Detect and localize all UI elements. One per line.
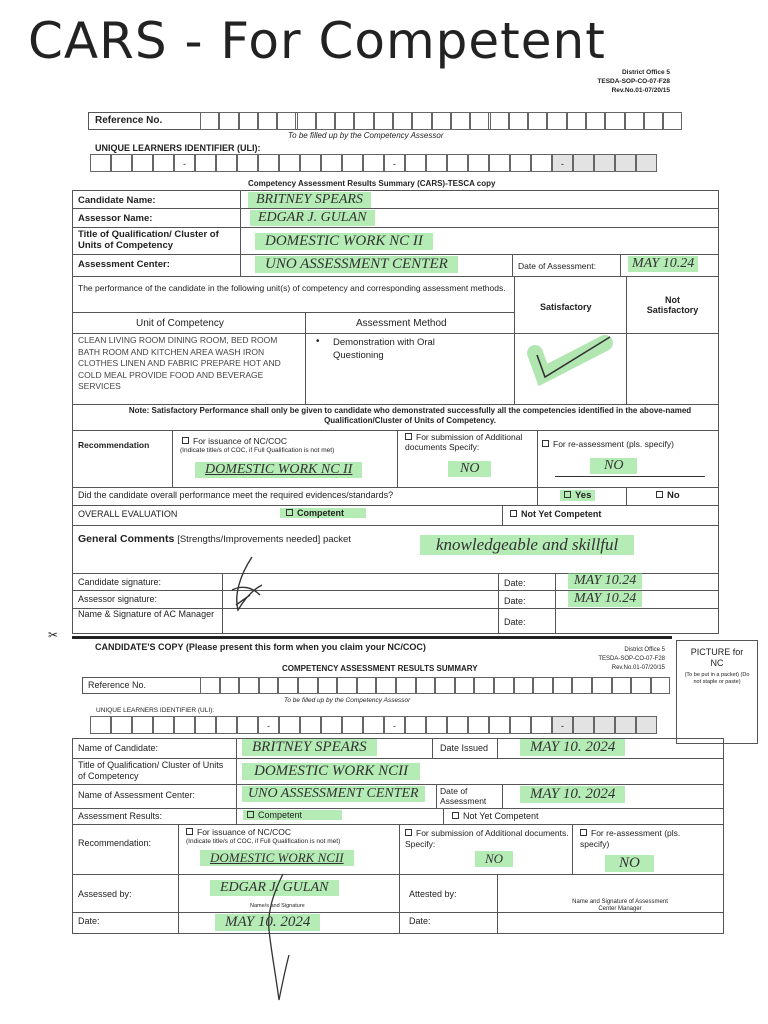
reference-cell xyxy=(509,112,528,130)
reference-cell xyxy=(258,112,277,130)
uli-cell xyxy=(153,154,174,172)
uli-cell xyxy=(132,154,153,172)
reference-cell xyxy=(432,112,451,130)
bottom-rev: Rev.No.01-07/20/15 xyxy=(611,665,665,671)
bottom-uli-cell xyxy=(321,716,342,734)
uli-cell xyxy=(195,154,216,172)
picture-sub: (To be put in a packet) (Do not staple or paste) xyxy=(684,672,750,685)
bottom-reference-cell xyxy=(357,677,377,694)
candidate-copy-label: CANDIDATE'S COPY (Please present this form when you claim your NC/COC) xyxy=(95,642,426,652)
rec-issuance-text: For issuance of NC/COC xyxy=(193,436,287,446)
bottom-uli-cell xyxy=(426,716,447,734)
bottom-reference-cell xyxy=(337,677,357,694)
bottom-uli-cell xyxy=(216,716,237,734)
assessment-results-label: Assessment Results: xyxy=(78,811,163,821)
bottom-uli-cell xyxy=(531,716,552,734)
reference-cell xyxy=(297,112,316,130)
overall-evaluation-label: OVERALL EVALUATION xyxy=(78,509,178,519)
bottom-not-competent-checkbox[interactable] xyxy=(452,812,459,819)
assessed-by-label: Assessed by: xyxy=(78,889,132,899)
uli-cell xyxy=(90,154,111,172)
bottom-reference-cell xyxy=(631,677,651,694)
filled-by-text: To be filled up by the Competency Assessor xyxy=(288,131,444,140)
qualification-label: Title of Qualification/ Cluster of Units of Competency xyxy=(78,229,219,251)
bottom-reference-cell xyxy=(200,677,220,694)
bottom-recommendation-label: Recommendation: xyxy=(78,838,152,848)
reference-cell xyxy=(393,112,412,130)
no-text: No xyxy=(667,490,680,501)
reference-cell xyxy=(605,112,624,130)
uli-cell xyxy=(216,154,237,172)
bottom-uli-cell xyxy=(153,716,174,734)
rec-submission-text: For submission of Additional documents Specify: xyxy=(405,432,523,452)
cut-line xyxy=(72,636,672,639)
bottom-competent-option xyxy=(243,810,342,820)
reference-cell xyxy=(277,112,296,130)
uoc-text: CLEAN LIVING ROOM DINING ROOM, BED ROOM BATH ROOM AND KITCHEN AREA WASH IRON CLOTHES LINEN AND FABRIC PREPARE HOT AND COLD MEAL PROVIDE FOOD AND BEVERAGE SERVICES xyxy=(78,335,281,391)
date-label-1: Date: xyxy=(504,578,526,588)
bottom-reference-cell xyxy=(612,677,632,694)
bottom-uli-cell xyxy=(615,716,636,734)
rec-issuance-sub: (Indicate title/s of COC, if Full Qualification is not met) xyxy=(180,447,335,454)
candidate-name-value: BRITNEY SPEARS xyxy=(248,192,371,208)
uli-cell xyxy=(258,154,279,172)
uli-cell xyxy=(489,154,510,172)
bottom-not-competent-option xyxy=(452,811,539,821)
bottom-uli-cell: - xyxy=(552,716,573,734)
reference-cell xyxy=(567,112,586,130)
uli-cell xyxy=(447,154,468,172)
bottom-reference-cell xyxy=(455,677,475,694)
bottom-date-label: Date: xyxy=(78,916,100,926)
uli-cell xyxy=(363,154,384,172)
overall-question: Did the candidate overall performance meet the required evidences/standards? xyxy=(78,490,394,500)
yes-option xyxy=(560,490,595,501)
candidate-name-label: Candidate Name: xyxy=(78,195,156,206)
no-checkbox[interactable] xyxy=(656,491,663,498)
date-label-3: Date: xyxy=(504,617,526,627)
bottom-uli-cell xyxy=(132,716,153,734)
rec-reassess-option xyxy=(542,439,674,449)
rec-reassess-checkbox[interactable] xyxy=(542,440,549,447)
bottom-rec-issuance-value: DOMESTIC WORK NCII xyxy=(200,850,354,866)
scissors-icon: ✂ xyxy=(48,628,59,642)
bottom-reference-cell xyxy=(259,677,279,694)
bottom-reference-cell xyxy=(474,677,494,694)
bottom-rec-reassess-checkbox[interactable] xyxy=(580,829,587,836)
rev-text: Rev.No.01-07/20/15 xyxy=(611,87,670,94)
general-comments-sub: [Strengths/Improvements needed] packet xyxy=(177,534,351,545)
bottom-reference-cell xyxy=(592,677,612,694)
not-competent-checkbox[interactable] xyxy=(510,510,517,517)
bottom-rec-issuance-sub: (Indicate title/s of COC, if Full Qualification is not met) xyxy=(186,838,341,845)
candidate-signature-label: Candidate signature: xyxy=(78,577,162,587)
bottom-uli-cell xyxy=(111,716,132,734)
bottom-competent-text: Competent xyxy=(258,810,303,820)
reference-label: Reference No. xyxy=(95,115,163,126)
bottom-reference-cell xyxy=(494,677,514,694)
bottom-reference-cell xyxy=(651,677,671,694)
reference-cell xyxy=(625,112,644,130)
bottom-uli-cell xyxy=(573,716,594,734)
summary-title: Competency Assessment Results Summary (CARS)-TESCA copy xyxy=(248,179,496,188)
date-issued-label: Date Issued xyxy=(440,743,489,753)
uli-label: UNIQUE LEARNERS IDENTIFIER (ULI): xyxy=(95,143,261,153)
date-of-assessment-value: MAY 10.24 xyxy=(628,256,698,272)
general-comments-label xyxy=(78,533,351,545)
uli-cell xyxy=(615,154,636,172)
rec-issuance-checkbox[interactable] xyxy=(182,437,189,444)
bottom-reference-cell xyxy=(376,677,396,694)
bottom-uli-cell xyxy=(447,716,468,734)
bottom-rec-issuance-option xyxy=(186,827,291,837)
bottom-reference-cell xyxy=(239,677,259,694)
uli-cell xyxy=(405,154,426,172)
bottom-date-assess-value: MAY 10. 2024 xyxy=(520,786,625,803)
yes-checkbox[interactable] xyxy=(564,491,571,498)
reference-cell xyxy=(547,112,566,130)
uli-cell xyxy=(636,154,657,172)
bottom-code: TESDA-SOP-CO-07-F28 xyxy=(598,656,665,662)
bottom-uli-cell xyxy=(405,716,426,734)
not-competent-text: Not Yet Competent xyxy=(521,509,602,519)
bottom-uli-cell xyxy=(594,716,615,734)
candidate-date-value: MAY 10.24 xyxy=(568,573,642,589)
bottom-rec-issuance-checkbox[interactable] xyxy=(186,828,193,835)
attested-by-label: Attested by: xyxy=(409,889,457,899)
bottom-date-assess-label: Date of Assessment xyxy=(440,786,487,806)
method-bullet: • xyxy=(316,336,320,347)
competent-checkbox[interactable] xyxy=(286,509,293,516)
reference-cell xyxy=(200,112,219,130)
rec-reassess-text: For re-assessment (pls. specify) xyxy=(553,439,674,449)
bottom-name-label: Name of Candidate: xyxy=(78,743,159,753)
reference-cell xyxy=(663,112,682,130)
reference-cell xyxy=(316,112,335,130)
bottom-competent-checkbox[interactable] xyxy=(247,811,254,818)
not-competent-option xyxy=(510,509,601,519)
assessed-by-value: EDGAR J. GULAN xyxy=(210,880,339,896)
bottom-rec-reassess-option xyxy=(580,828,700,850)
reference-cell xyxy=(451,112,470,130)
bottom-title: COMPETENCY ASSESSMENT RESULTS SUMMARY xyxy=(282,664,478,673)
uli-cell xyxy=(510,154,531,172)
date-label-2: Date: xyxy=(504,596,526,606)
bottom-uli-cell xyxy=(279,716,300,734)
not-satisfactory-header: Not Satisfactory xyxy=(646,295,699,315)
uli-cell xyxy=(321,154,342,172)
uli-cell xyxy=(594,154,615,172)
bottom-qual-label: Title of Qualification/ Cluster of Units of Competency xyxy=(78,760,224,781)
bottom-uli-cell: - xyxy=(384,716,405,734)
picture-box xyxy=(676,640,758,744)
general-comments-title: General Comments xyxy=(78,533,175,545)
bottom-uli-cell: - xyxy=(258,716,279,734)
code-text: TESDA-SOP-CO-07-F28 xyxy=(597,78,670,85)
bottom-uli-cell xyxy=(300,716,321,734)
bottom-rec-submission-checkbox[interactable] xyxy=(405,829,412,836)
bottom-uli-cell xyxy=(363,716,384,734)
bottom-reference-cell xyxy=(298,677,318,694)
bottom-uli-cell xyxy=(174,716,195,734)
rec-issuance-value: DOMESTIC WORK NC II xyxy=(195,462,362,478)
uli-cell xyxy=(111,154,132,172)
bottom-name-value: BRITNEY SPEARS xyxy=(242,739,377,756)
bottom-reference-cell xyxy=(514,677,534,694)
name-signature-caption: Name/s and Signature xyxy=(250,903,305,909)
uli-cell xyxy=(342,154,363,172)
reference-cell xyxy=(644,112,663,130)
rec-submission-option xyxy=(405,432,535,452)
handwritten-title: CARS - For Competent xyxy=(28,12,606,70)
bottom-form-code xyxy=(570,646,665,673)
bottom-reference-cell xyxy=(572,677,592,694)
rec-submission-checkbox[interactable] xyxy=(405,433,412,440)
note-text: Note: Satisfactory Performance shall only be given to candidate who demonstrated successfully all the competencies identified in the above-named Qualification/Cluster of Units of Competency. xyxy=(128,406,692,425)
reference-cell xyxy=(335,112,354,130)
bottom-reference-cell xyxy=(416,677,436,694)
bottom-filled-by: To be filled up by the Competency Assessor xyxy=(284,697,411,704)
bottom-rec-submission-value: NO xyxy=(475,851,513,867)
bottom-date-value: MAY 10. 2024 xyxy=(215,914,320,931)
recommendation-label: Recommendation xyxy=(78,440,150,450)
assessor-date-value: MAY 10.24 xyxy=(568,591,642,607)
bottom-reference-cell xyxy=(278,677,298,694)
bottom-uli-label: UNIQUE LEARNERS IDENTIFIER (ULI): xyxy=(96,707,215,714)
assessment-center-value: UNO ASSESSMENT CENTER xyxy=(255,256,458,273)
bottom-reference-cell xyxy=(435,677,455,694)
bottom-uli-cell xyxy=(489,716,510,734)
uoc-header: Unit of Competency xyxy=(136,318,224,329)
assessor-name-value: EDGAR J. GULAN xyxy=(250,210,375,226)
bottom-reference-cell xyxy=(553,677,573,694)
bottom-rec-reassess-value: NO xyxy=(605,855,654,872)
assessor-name-label: Assessor Name: xyxy=(78,213,153,224)
no-option xyxy=(656,490,680,501)
handwritten-signature xyxy=(222,555,272,615)
uli-cell xyxy=(531,154,552,172)
rec-submission-value: NO xyxy=(448,461,491,477)
reference-cell xyxy=(354,112,373,130)
assessment-center-label: Assessment Center: xyxy=(78,259,170,270)
reference-cell xyxy=(412,112,431,130)
bottom-reference-cell xyxy=(396,677,416,694)
bottom-uli-cell xyxy=(468,716,489,734)
competent-option xyxy=(280,508,366,518)
attested-date-label: Date: xyxy=(409,916,431,926)
bottom-reference-cell xyxy=(318,677,338,694)
bottom-not-competent-text: Not Yet Competent xyxy=(463,811,539,821)
uli-cell xyxy=(573,154,594,172)
bottom-center-value: UNO ASSESSMENT CENTER xyxy=(242,786,425,802)
uli-cell xyxy=(237,154,258,172)
rec-issuance-option xyxy=(182,436,287,446)
reference-cell xyxy=(586,112,605,130)
bottom-handwritten-signature xyxy=(255,870,305,1010)
bottom-reference-label: Reference No. xyxy=(88,680,147,690)
performance-text: The performance of the candidate in the following unit(s) of competency and corresponding assessment methods. xyxy=(78,283,506,293)
general-comments-value: knowledgeable and skillful xyxy=(420,535,634,555)
uli-cell xyxy=(300,154,321,172)
bottom-center-label: Name of Assessment Center: xyxy=(78,790,196,800)
reference-cell xyxy=(490,112,509,130)
reference-cell xyxy=(219,112,238,130)
bottom-rec-submission-option xyxy=(405,828,570,850)
competent-text: Competent xyxy=(297,508,344,518)
bottom-rec-issuance-text: For issuance of NC/COC xyxy=(197,827,291,837)
reference-cell xyxy=(374,112,393,130)
attested-signature-caption: Name and Signature of Assessment Center Manager xyxy=(572,899,668,912)
reference-cell xyxy=(239,112,258,130)
reference-cell xyxy=(470,112,489,130)
ac-manager-label: Name & Signature of AC Manager xyxy=(78,609,215,619)
office-text: District Office 5 xyxy=(621,69,670,76)
uli-cell xyxy=(468,154,489,172)
bottom-uli-cell xyxy=(237,716,258,734)
assessor-signature-label: Assessor signature: xyxy=(78,594,158,604)
method-header: Assessment Method xyxy=(356,318,447,329)
bottom-reference-cell xyxy=(220,677,240,694)
uli-cell: - xyxy=(552,154,573,172)
date-issued-value: MAY 10. 2024 xyxy=(520,739,625,756)
bottom-uli-cell xyxy=(342,716,363,734)
picture-label: PICTURE for NC xyxy=(690,647,744,668)
bottom-uli-cell xyxy=(195,716,216,734)
yes-text: Yes xyxy=(575,490,592,501)
satisfactory-header: Satisfactory xyxy=(540,302,592,312)
qualification-value: DOMESTIC WORK NC II xyxy=(255,233,433,250)
bottom-rec-submission-text: For submission of Additional documents. Specify: xyxy=(405,828,569,849)
method-text: Demonstration with Oral Questioning xyxy=(333,337,435,361)
date-of-assessment-label: Date of Assessment: xyxy=(518,261,596,271)
bottom-uli-cell xyxy=(636,716,657,734)
bottom-qual-value: DOMESTIC WORK NCII xyxy=(242,763,420,780)
uli-cell xyxy=(426,154,447,172)
rec-reassess-value: NO xyxy=(590,458,637,474)
uli-cell xyxy=(279,154,300,172)
uli-cell: - xyxy=(384,154,405,172)
form-code-block xyxy=(597,68,670,95)
uli-cell: - xyxy=(174,154,195,172)
bottom-uli-cell xyxy=(90,716,111,734)
satisfactory-check-icon xyxy=(515,325,625,400)
bottom-uli-cell xyxy=(510,716,531,734)
bottom-office: District Office 5 xyxy=(624,647,665,653)
bottom-reference-cell xyxy=(533,677,553,694)
reference-cell xyxy=(528,112,547,130)
bottom-rec-reassess-text: For re-assessment (pls. specify) xyxy=(580,828,681,849)
